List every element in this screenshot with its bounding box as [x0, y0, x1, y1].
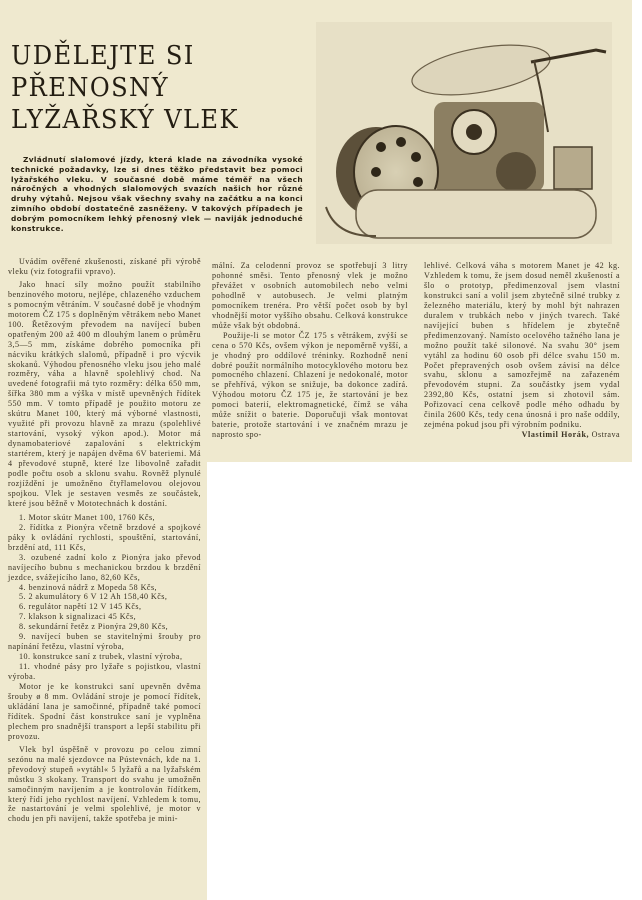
title-line: PŘENOSNÝ — [11, 73, 169, 103]
ski-tow-illustration — [316, 22, 612, 244]
parts-list-item: 8. sekundární řetěz z Pionýra 29,80 Kčs, — [19, 622, 169, 632]
article-lead: Zvládnutí slalomové jízdy, která klade na závodníka vysoké technické požadavky, lze si dnes těžko představit bez pomoci lyžařského vleku. V současné době máme téměř na všech náročných a vhodných slalomových svazích našich hor různé druhy výtahů. Nejsou však všechny svahy na začátku a na konci zimního období dostatečně zasněženy. V takových případech je dobrým pomocníkem lehký přenosný vlek — naviják jednoduché konstrukce. — [11, 155, 303, 233]
article-column-2 — [212, 261, 408, 440]
ski-tow-photo — [316, 22, 612, 244]
parts-list-item: 5. 2 akumulátory 6 V 12 Ah 158,40 Kčs, — [19, 592, 168, 602]
parts-list-item: 1. Motor skútr Manet 100, 1760 Kčs, — [19, 512, 156, 522]
paragraph: Motor je ke konstrukci saní upevněn dvěma šrouby ø 8 mm. Ovládání stroje je pomocí řídítek, ukládání lana je samočinné, případně také pomocí řídítek. Spodní část konstrukce saní je vyplněna plechem pro snadnější transport a lepší stabilitu při provozu. — [8, 682, 201, 741]
article-title — [11, 40, 271, 136]
paragraph: lehlivé. Celková váha s motorem Manet je 42 kg. Vzhledem k tomu, že jsem dosud neměl zkušeností a šlo o prototyp, předimenzoval jsem vlastní konstrukci saní a volil jsem zbytečně silné trubky z železného materiálu, který by mohl být nahrazen duralem v trubkách nebo v jiných tvarech. Také navíjející buben s hřídelem je zbytečně předimenzovaný. Namísto ocelového tažného lana je možno použít také silonové. Na svahu 30° jsem vytáhl za hodinu 60 osob při délce svahu 150 m. Počet přepravených osob ovšem závisí na délce svahu, sklonu a samozřejmě na zařazeném převodovém stupni. Za součástky jsem vydal 2392,80 Kčs, ostatní jsem si zhotovil sám. Pořizovací cena celkově podle mého odhadu by činila 2600 Kčs, tedy cena únosná i pro naše oddíly, zejména pokud jsou při výrobním podniku. — [424, 261, 620, 430]
paragraph: Použije-li se motor ČZ 175 s větrákem, zvýší se cena o 570 Kčs, ovšem výkon je nepoměrně vyšší, a je vhodný pro oddílové tréninky. Rozhodně není dobré použít normálního motocyklového motoru bez pomocného chlazení. Chlazení je nedokonalé, motor se přehřívá, výkon se snižuje, ba dokonce zadírá. Výhodou motoru ČZ 175 je, že startování je bez pomoci baterií, elektromagnetické, čímž se váha může snížit o baterie. Doporučuji však montovat baterie, protože startování i ve značném mrazu je naprosto spo- — [212, 330, 408, 440]
paragraph: Vlek byl úspěšně v provozu po celou zimní sezónu na malé sjezdovce na Pústevnách, kde na 1. převodový stupeň »vytáhl« 5 lyžařů a na lyžařském můstku 3 skokany. Transport do svahu je umožněn samočinným navíjením a je kontrolován řídítkem, který řídí jeho rychlost navíjení. Vzhledem k tomu, že nastartování je velmi spolehlivé, je motor v chodu jen při navíjení, takže spotřeba je mini- — [8, 744, 201, 824]
parts-list-item: 11. vhodné pásy pro lyžaře s pojistkou, vlastní výroba. — [8, 662, 201, 682]
parts-list-item: 2. řídítka z Pionýra včetně brzdové a spojkové páky k ovládání rychlosti, spouštění, startování, brzdění atd, 111 Kčs, — [8, 522, 201, 552]
paragraph: Uvádím ověřené zkušenosti, získané při výrobě vleku (viz fotografii vpravo). — [8, 257, 201, 276]
byline — [424, 430, 620, 440]
parts-list-item: 9. navíjecí buben se stavitelnými šrouby pro napínání řetězu, vlastní výroba, — [8, 632, 201, 652]
parts-list — [8, 513, 201, 682]
article-column-1 — [8, 257, 201, 824]
author-city: Ostrava — [591, 430, 620, 440]
parts-list-item: 4. benzinová nádrž z Mopeda 58 Kčs, — [19, 582, 158, 592]
parts-list-item: 3. ozubené zadní kolo z Pionýra jako převod navíjecího bubnu s mechanickou brzdou k brzdění jezdce, svážejícího lano, 82,60 Kčs, — [8, 552, 201, 582]
parts-list-item: 10. konstrukce saní z trubek, vlastní výroba, — [19, 652, 183, 662]
article-column-3 — [424, 261, 620, 440]
title-line: LYŽAŘSKÝ VLEK — [11, 105, 239, 135]
paragraph: mální. Za celodenní provoz se spotřebují 3 litry pohonné směsi. Tento přenosný vlek je možno převážet v osobních automobilech nebo velmi pohodlně v autobusech. Je velmi platným pomocníkem trenéra. Pro větší počet osob by byl vhodnější motor vyššího obsahu. Celková konstrukce může však být obdobná. — [212, 261, 408, 330]
sled-runner — [356, 190, 596, 238]
title-line: UDĚLEJTE SI — [11, 41, 195, 71]
parts-list-item: 6. regulátor napětí 12 V 145 Kčs, — [19, 602, 142, 612]
parts-list-item: 7. klakson k signalizaci 45 Kčs, — [19, 612, 137, 622]
battery-box — [554, 147, 592, 189]
author-name: Vlastimil Horák, — [521, 430, 590, 440]
paragraph: Jako hnací síly možno použít stabilního benzinového motoru, nejlépe, chlazeného vzduchem s pomocným větráním. V současné době je vhodným motorem ČZ 175 s doplněným větrákem nebo Manet 100. Řetězovým převodem na navíjecí buben opatřeným 200 až 400 m dlouhým lanem o průměru 3,5—5 mm, získáme dobrého pomocníka při nácviku krátkých slalomů, případně i pro výcvik skokanů. Výhodou přenosného vleku jsou jeho malé rozměry, váha a hlavně spolehlivý chod. Na uvedené fotografii má tyto rozměry: délka 650 mm, šířka 380 mm a výška v místě upevněných řídítek 550 mm. V tomto případě je použito motoru ze skútru Manet 100, který má výborné vlastnosti, využité při provozu hlavně za mrazu (spolehlivé startování, vysoký výkon apod.). Motor má dynamobateriové zapalování s elektrickým startérem, který je napájen dvěma 6V bateriemi. Má 4 převodové stupně, které lze libovolně zařadit podle počtu osob a sklonu svahu. Rovněž plynulé rozjíždění je umožněno čtyřlamelovou olejovou spojkou. Vlek je sestaven vesměs ze součástek, které jsou běžně v Mototechnách k dostání. — [8, 279, 201, 508]
